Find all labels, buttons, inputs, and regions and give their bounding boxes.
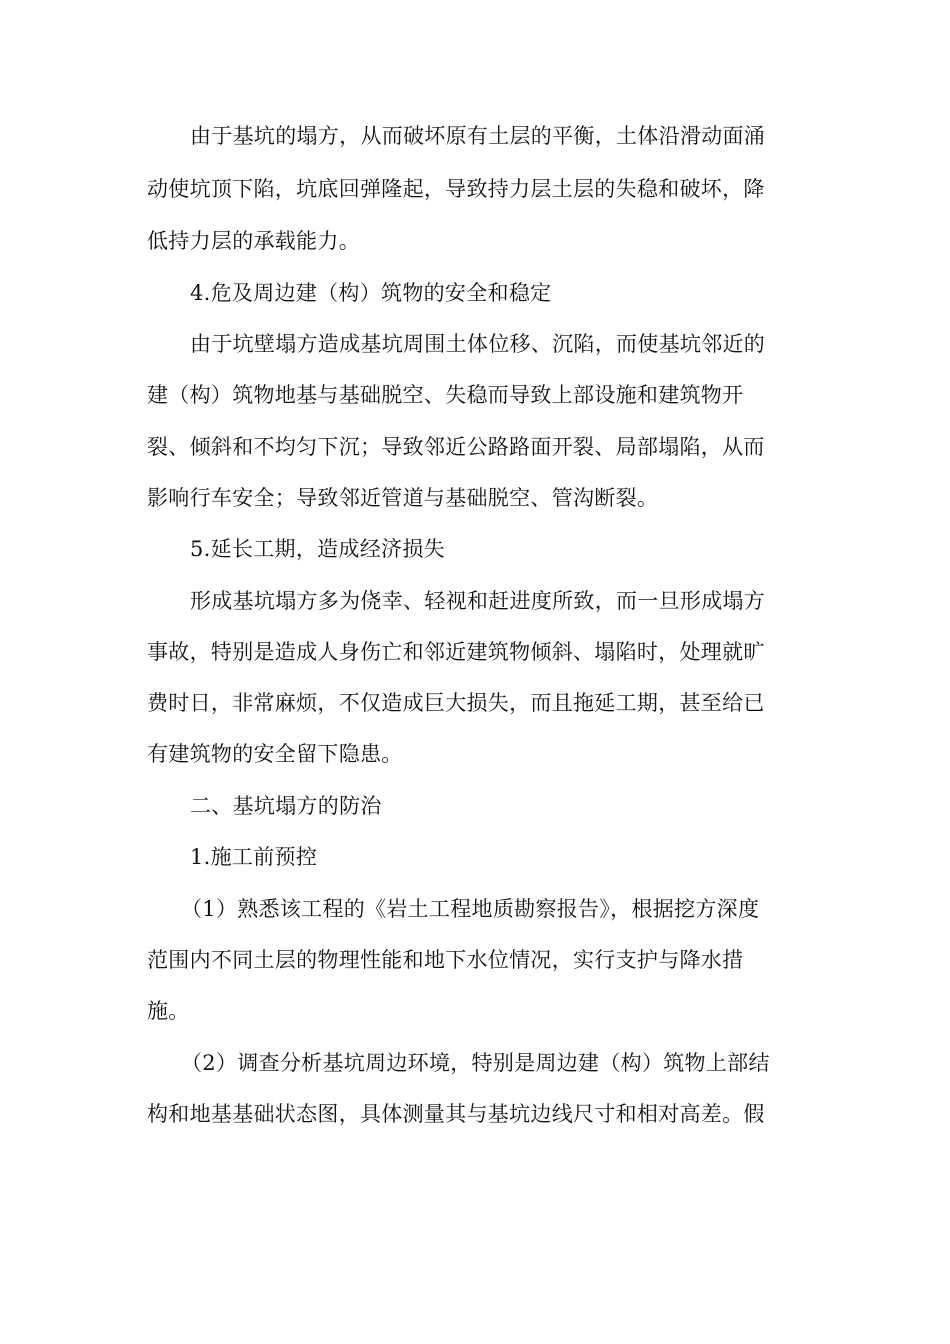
section-heading: 二、基坑塌方的防治 (190, 794, 382, 818)
body-text-line: 构和地基基础状态图，具体测量其与基坑边线尺寸和相对高差。假 (147, 1102, 765, 1126)
body-text-line: 由于坑壁塌方造成基坑周围土体位移、沉陷，而使基坑邻近的 (190, 332, 766, 356)
subsection-heading: 1.施工前预控 (190, 845, 318, 869)
body-text-line: 低持力层的承载能力。 (147, 229, 360, 253)
body-text-line: 建（构）筑物地基与基础脱空、失稳而导致上部设施和建筑物开 (147, 383, 744, 407)
body-text-line: 施。 (147, 999, 190, 1023)
body-text-line: 有建筑物的安全留下隐患。 (147, 742, 403, 766)
section-heading: 5.延长工期，造成经济损失 (190, 537, 445, 561)
body-text-line: 影响行车安全；导致邻近管道与基础脱空、管沟断裂。 (147, 486, 659, 510)
body-text-line: 事故，特别是造成人身伤亡和邻近建筑物倾斜、塌陷时，处理就旷 (147, 640, 765, 664)
body-text-line: 费时日，非常麻烦，不仅造成巨大损失，而且拖延工期，甚至给已 (147, 691, 765, 715)
body-text-line: （1）熟悉该工程的《岩土工程地质勘察报告》，根据挖方深度 (181, 897, 760, 921)
body-text-line: 形成基坑塌方多为侥幸、轻视和赶进度所致，而一旦形成塌方 (190, 589, 766, 613)
body-text-line: （2）调查分析基坑周边环境，特别是周边建（构）筑物上部结 (181, 1051, 770, 1075)
body-text-line: 裂、倾斜和不均匀下沉；导致邻近公路路面开裂、局部塌陷，从而 (147, 435, 765, 459)
body-text-line: 动使坑顶下陷，坑底回弹隆起，导致持力层土层的失稳和破坏，降 (147, 177, 765, 201)
body-text-line: 由于基坑的塌方，从而破坏原有土层的平衡，土体沿滑动面涌 (190, 124, 766, 148)
section-heading: 4.危及周边建（构）筑物的安全和稳定 (190, 281, 552, 305)
body-text-line: 范围内不同土层的物理性能和地下水位情况，实行支护与降水措 (147, 948, 744, 972)
